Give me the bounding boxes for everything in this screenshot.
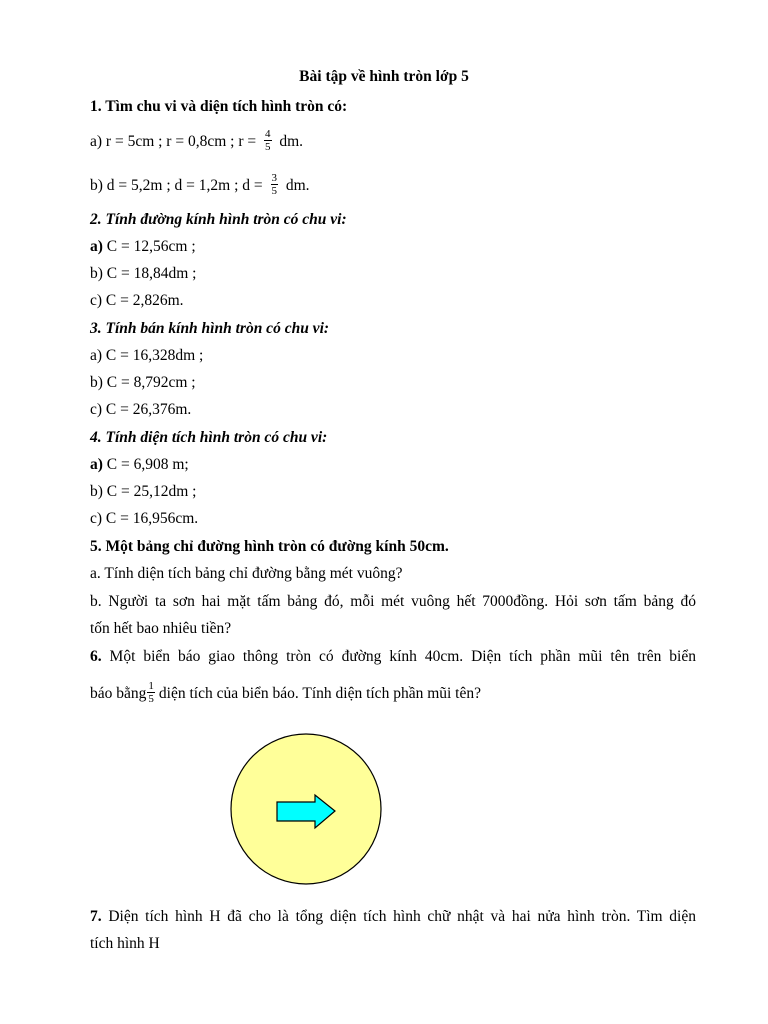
q1-b-fraction (271, 172, 279, 197)
q4-item-a (90, 456, 189, 474)
q1-b-text: b) d = 5,2m ; d = 1,2m ; d = (90, 177, 263, 195)
q4-item-b: b) C = 25,12dm ; (90, 483, 197, 500)
q2-heading: 2. Tính đường kính hình tròn có chu vi: (90, 211, 347, 228)
q6-line2 (90, 682, 481, 707)
q5-item-b-line1: b. Người ta sơn hai mặt tấm bảng đó, mỗi mét vuông hết 7000đồng. Hỏi sơn tấm bảng đó (90, 593, 696, 610)
q2-item-b: b) C = 18,84dm ; (90, 265, 197, 282)
q4-heading: 4. Tính diện tích hình tròn có chu vi: (90, 429, 328, 446)
q2-a-label: a) (90, 238, 103, 255)
q2-a-text: C = 12,56cm ; (102, 238, 196, 255)
q2-item-a (90, 238, 196, 256)
q4-a-text: C = 6,908 m; (102, 456, 189, 473)
page-title: Bài tập về hình tròn lớp 5 (299, 68, 469, 85)
q1-a-denominator: 5 (265, 141, 271, 153)
q7-number: 7. (90, 908, 102, 925)
q1-b-denominator: 5 (271, 185, 277, 197)
q6-line1 (90, 648, 696, 666)
q7-line1 (90, 908, 696, 926)
q6-text-suffix: diện tích của biển báo. Tính diện tích phần mũi tên? (158, 685, 481, 703)
q3-item-c: c) C = 26,376m. (90, 401, 192, 418)
q1-b-unit: dm. (285, 177, 310, 195)
q1-item-a (90, 130, 303, 155)
q1-heading: 1. Tìm chu vi và diện tích hình tròn có: (90, 98, 348, 115)
q4-item-c: c) C = 16,956cm. (90, 510, 199, 527)
q5-item-b-line2: tốn hết bao nhiêu tiền? (90, 620, 232, 637)
q7-text: Diện tích hình H đã cho là tổng diện tích hình chữ nhật và hai nửa hình tròn. Tìm diện (101, 908, 696, 925)
q6-text-prefix: báo bằng (90, 685, 147, 703)
traffic-sign-figure (229, 732, 383, 886)
q6-numerator: 1 (148, 680, 154, 692)
q7-line2: tích hình H (90, 935, 160, 952)
q4-a-label: a) (90, 456, 103, 473)
q2-item-c: c) C = 2,826m. (90, 292, 184, 309)
q3-heading: 3. Tính bán kính hình tròn có chu vi: (90, 320, 330, 337)
q6-number: 6. (90, 648, 102, 665)
q3-item-a: a) C = 16,328dm ; (90, 347, 204, 364)
q1-b-numerator: 3 (271, 172, 277, 184)
q6-denominator: 5 (148, 693, 154, 705)
q1-a-text: a) r = 5cm ; r = 0,8cm ; r = (90, 133, 257, 151)
q6-text: Một biển báo giao thông tròn có đường kính 40cm. Diện tích phần mũi tên trên biển (101, 648, 696, 665)
q5-heading: 5. Một bảng chỉ đường hình tròn có đường kính 50cm. (90, 538, 449, 555)
q1-a-fraction (264, 128, 272, 153)
q3-item-b: b) C = 8,792cm ; (90, 374, 196, 391)
q1-item-b (90, 174, 310, 199)
q1-a-numerator: 4 (265, 128, 271, 140)
q6-fraction (147, 680, 155, 705)
q1-a-unit: dm. (279, 133, 304, 151)
q5-item-a: a. Tính diện tích bảng chỉ đường bằng mét vuông? (90, 565, 403, 582)
